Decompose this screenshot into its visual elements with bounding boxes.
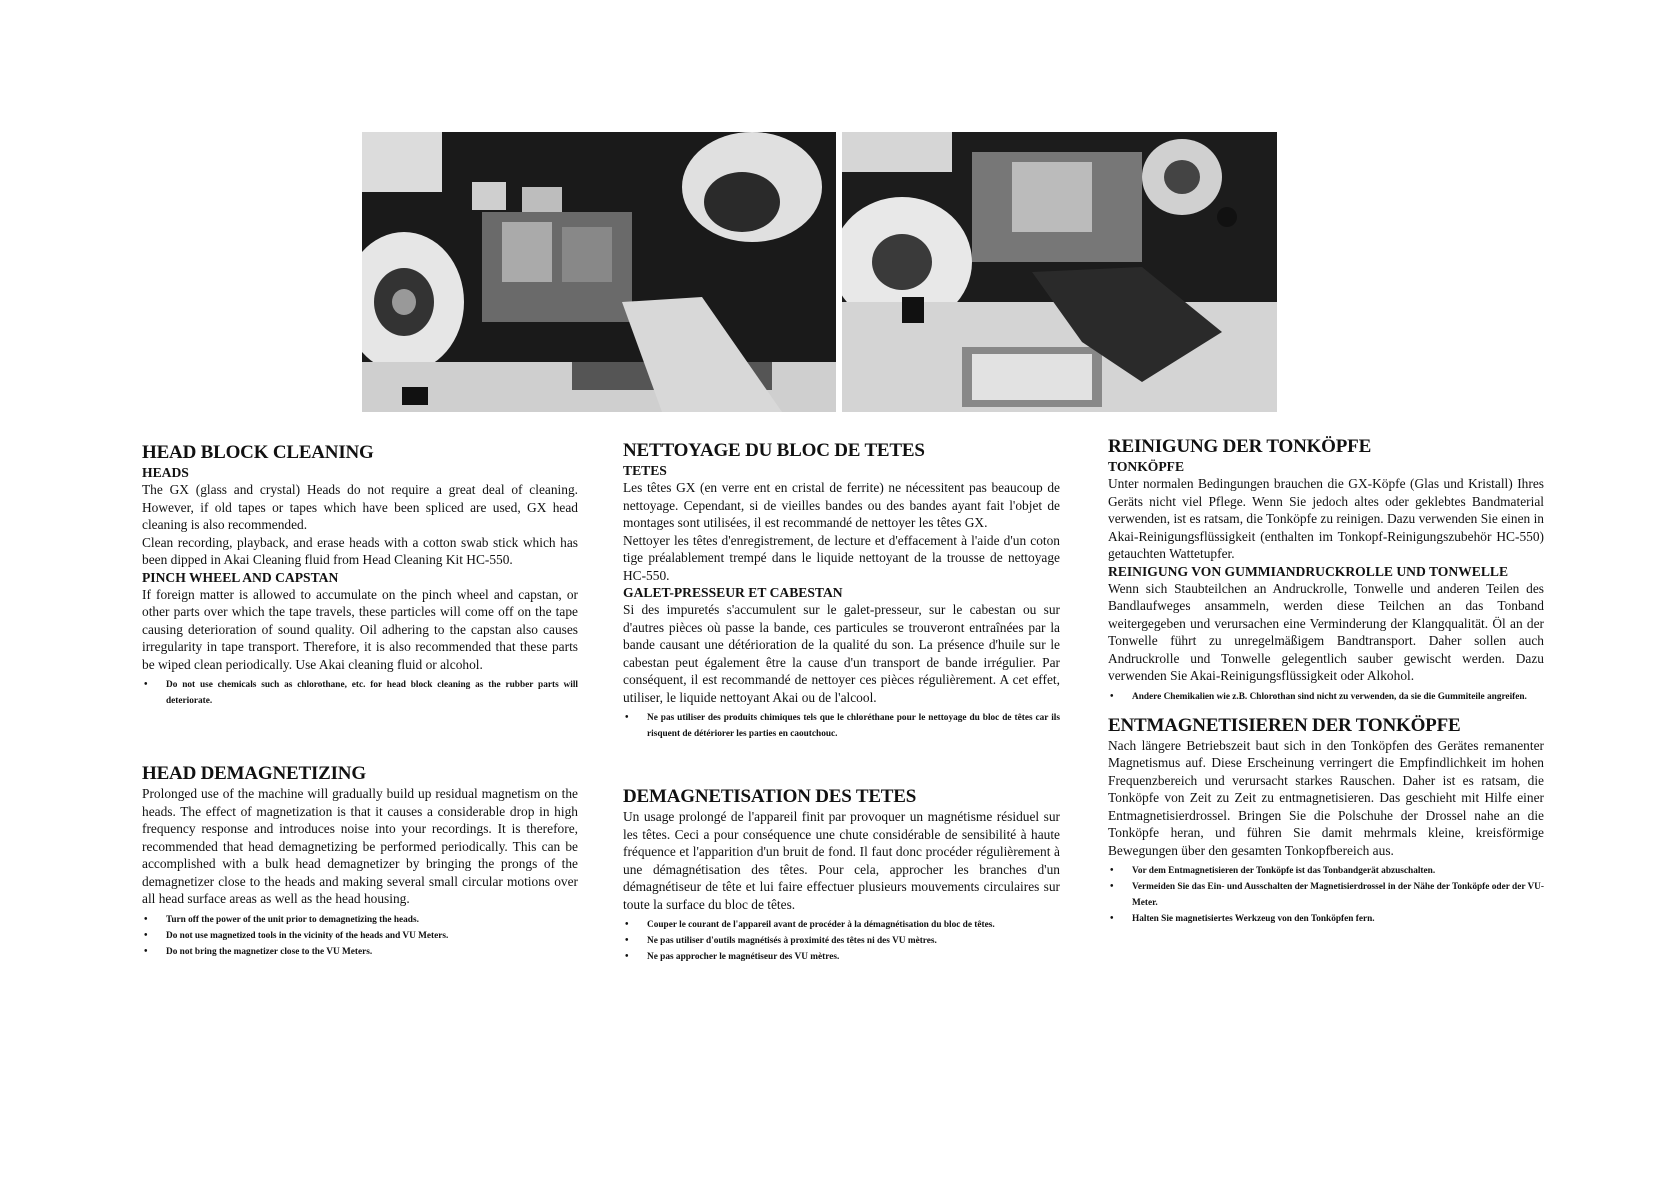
photo-demagnetizing-heads (842, 132, 1277, 412)
paragraph-entmagnetisieren: Nach längere Betriebszeit baut sich in den Tonköpfen des Gerätes remanenter Magnetismus auf. Diese Erscheinung verringert die Empfindlichkeit im hohen Frequenzbereich und verursacht starkes Rauschen. Daher ist es ratsam, die Tonköpfe von Zeit zu Zeit zu entmagnetisieren. Das geschieht mit Hilfe einer Entmagnetisierdrossel. Bringen Sie die Polschuhe der Drossel nahe an die Tonköpfe heran, und führen Sie damit mehrmals kleine, kreisförmige Bewegungen über den gesamten Tonkopfbereich aus. (1108, 737, 1544, 858)
section-title-head-demagnetizing: HEAD DEMAGNETIZING (142, 763, 366, 784)
demagnetizing-notes (142, 912, 578, 960)
paragraph-tonkoepfe: Unter normalen Bedingungen brauchen die GX-Köpfe (Glas und Kristall) Ihres Geräts nicht viel Pflege. Wenn Sie jedoch altes oder geklebtes Bandmaterial verwenden, ist es ratsam, die Tonköpfe zu reinigen. Dazu verwenden Sie einen in Akai-Reinigungsflüssigkeit (enthalten im Tonkopf-Reinigungszubehör HC-550) getauchten Wattetupfer. (1108, 476, 1544, 561)
column-french (623, 440, 1060, 965)
note-item: • Ne pas approcher le magnétiseur des VU mètres. (623, 949, 1060, 965)
section-title-demagnetisation: DEMAGNETISATION DES TETES (623, 786, 917, 807)
paragraph-tetes-nettoyage: Nettoyer les têtes d'enregistrement, de lecture et d'effacement à l'aide d'un coton tige préalablement trempé dans le liquide nettoyant de la trousse de nettoyage HC-550. (623, 532, 1060, 583)
subheading-tetes: TETES (623, 463, 667, 478)
note-item: • Vor dem Entmagnetisieren der Tonköpfe ist das Tonbandgerät abzuschalten. (1108, 863, 1544, 879)
paragraph-heads-cleaning: Clean recording, playback, and erase heads with a cotton swab stick which has been dipped in Akai Cleaning fluid from Head Cleaning Kit HC-550. (142, 534, 578, 567)
subheading-gummiandruckrolle: REINIGUNG VON GUMMIANDRUCKROLLE UND TONWELLE (1108, 563, 1509, 579)
demagnetizing-notes (623, 917, 1060, 965)
section-title-reinigung: REINIGUNG DER TONKÖPFE (1108, 436, 1372, 457)
subheading-pinch-wheel: PINCH WHEEL AND CAPSTAN (142, 569, 339, 585)
note-item: • Do not use chemicals such as chlorothane, etc. for head block cleaning as the rubber parts will deteriorate. (142, 677, 578, 709)
note-item: • Halten Sie magnetisiertes Werkzeug von den Tonköpfen fern. (1108, 911, 1544, 927)
column-english (142, 442, 578, 960)
cleaning-notes (623, 710, 1060, 742)
subheading-tonkoepfe: TONKÖPFE (1108, 459, 1185, 474)
paragraph-demagnetizing: Prolonged use of the machine will gradually build up residual magnetism on the heads. The effect of magnetization is that it causes a considerable drop in high frequency response and introduces noise into your recordings. It is therefore, recommended that head demagnetizing be performed periodically. This can be accomplished with a bulk head demagnetizer by bringing the prongs of the demagnetizer close to the heads and making several small circular motions over all head surface areas as well as the head housing. (142, 786, 578, 906)
subheading-heads: HEADS (142, 465, 189, 480)
demagnetizing-notes (1108, 863, 1544, 927)
note-item: • Turn off the power of the unit prior to demagnetizing the heads. (142, 912, 578, 928)
note-item: • Andere Chemikalien wie z.B. Chlorothan sind nicht zu verwenden, da sie die Gummiteile angreifen. (1108, 689, 1544, 705)
cleaning-notes (1108, 689, 1544, 705)
paragraph-heads-intro: The GX (glass and crystal) Heads do not require a great deal of cleaning. However, if old tapes or tapes which have been spliced are used, GX head cleaning is also recommended. (142, 482, 578, 532)
subheading-galet-presseur: GALET-PRESSEUR ET CABESTAN (623, 585, 843, 600)
paragraph-galet-presseur: Si des impuretés s'accumulent sur le galet-presseur, sur le cabestan ou sur d'autres pièces où passe la bande, ces particules se trouveront entraînées par la bande causant une détérioration de la qualité du son. La présence d'huile sur le cabestan peut également être la cause d'un transport de bande irrégulier. Par conséquent, il est recommandé de nettoyer ces pièces régulièrement. A cet effet, utiliser, le liquide nettoyant Akai ou de l'alcool. (623, 602, 1060, 705)
paragraph-gummiandruckrolle: Wenn sich Staubteilchen an Andruckrolle, Tonwelle und anderen Teilen des Bandlaufweges ansammeln, werden diese Teilchen an das Tonband weitergegeben und verursachen eine Verminderung der Klangqualität. Öl an der Tonwelle führt zu unregelmäßigem Bandtransport. Daher sollen auch Andruckrolle und Tonwelle gelegentlich sauber gewischt werden. Dazu verwenden Sie Akai-Reinigungsflüssigkeit oder Alkohol. (1108, 580, 1544, 683)
section-title-entmagnetisieren: ENTMAGNETISIEREN DER TONKÖPFE (1108, 714, 1461, 736)
paragraph-pinch-wheel: If foreign matter is allowed to accumulate on the pinch wheel and capstan, or other parts over which the tape travels, these particles will come off on the tape causing deterioration of sound quality. Oil adhering to the capstan also causes irregularity in tape transport. Therefore, it is also recommended that these parts be wiped clean periodically. Use Akai cleaning fluid or alcohol. (142, 586, 578, 672)
paragraph-tetes-intro: Les têtes GX (en verre ent en cristal de ferrite) ne nécessitent pas beaucoup de nettoyage. Cependant, si de vieilles bandes ou des bandes ayant fait l'objet de montages sont utilisées, il est recommandé de nettoyer les têtes GX. (623, 480, 1060, 530)
note-item: • Couper le courant de l'appareil avant de procéder à la démagnétisation du bloc de têtes. (623, 917, 1060, 933)
column-german (1108, 436, 1544, 927)
cleaning-notes (142, 677, 578, 709)
note-item: • Do not bring the magnetizer close to the VU Meters. (142, 944, 578, 960)
section-title-nettoyage: NETTOYAGE DU BLOC DE TETES (623, 440, 925, 461)
note-item: • Ne pas utiliser des produits chimiques tels que le chloréthane pour le nettoyage du bloc de têtes car ils risquent de détériorer les parties en caoutchouc. (623, 710, 1060, 742)
note-item: • Do not use magnetized tools in the vicinity of the heads and VU Meters. (142, 928, 578, 944)
photo-cleaning-heads-with-swab (362, 132, 836, 412)
paragraph-demagnetisation: Un usage prolongé de l'appareil finit par provoquer un magnétisme résiduel sur les têtes. Ceci a pour conséquence une chute considérable de sensibilité à haute fréquence et l'apparition d'un bruit de fond. Il faut donc procéder régulièrement à une démagnétisation des têtes. Pour cela, approcher les branches d'un démagnétiseur de tête et lui faire effectuer plusieurs mouvements circulaires sur toute la surface du bloc de têtes. (623, 809, 1060, 912)
note-item: • Ne pas utiliser d'outils magnétisés à proximité des têtes ni des VU mètres. (623, 933, 1060, 949)
note-item: • Vermeiden Sie das Ein- und Ausschalten der Magnetisierdrossel in der Nähe der Tonköpfe oder der VU-Meter. (1108, 879, 1544, 911)
section-title-head-block-cleaning: HEAD BLOCK CLEANING (142, 442, 374, 463)
